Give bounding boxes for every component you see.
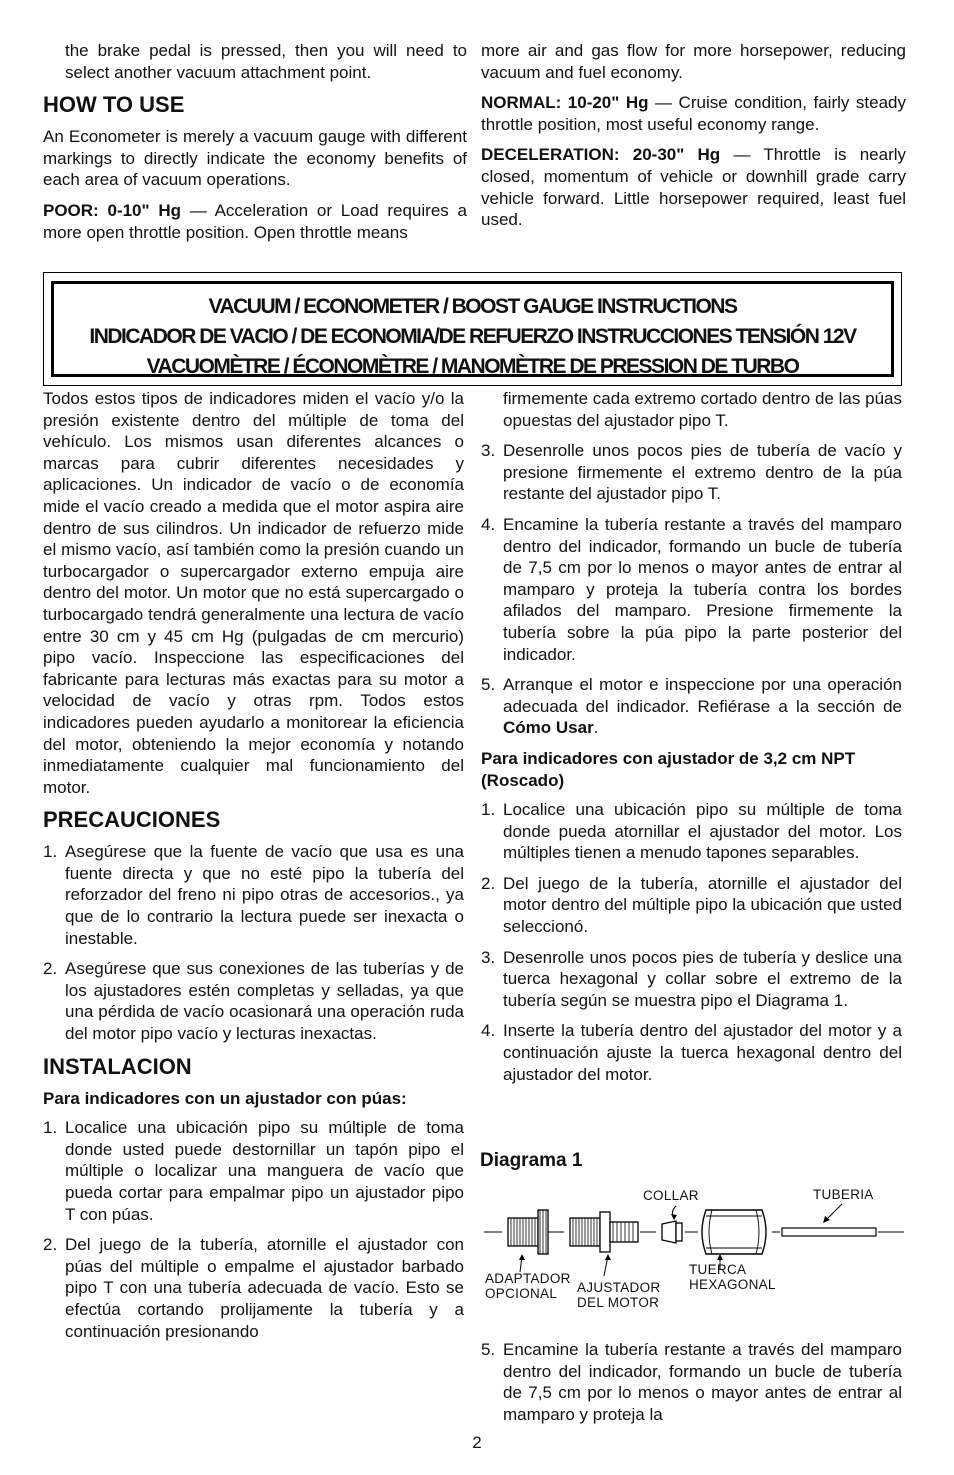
como-usar-reference: Cómo Usar bbox=[503, 718, 594, 738]
optional-adapter-label: ADAPTADOR OPCIONAL bbox=[485, 1271, 571, 1301]
item-number: 3. bbox=[481, 947, 496, 967]
list-item bbox=[481, 1020, 902, 1085]
list-item bbox=[481, 873, 902, 938]
right-column-bottom bbox=[481, 1339, 902, 1434]
npt-steps-list bbox=[481, 799, 902, 1085]
item-number: 1. bbox=[43, 1118, 58, 1138]
poor-text: — Acceleration or Load requires a more open throttle position. Open throttle means bbox=[43, 200, 467, 242]
deceleration-range-paragraph bbox=[481, 144, 906, 230]
item-number: 2. bbox=[481, 873, 496, 893]
list-item bbox=[481, 674, 902, 739]
continued-paragraph: the brake pedal is pressed, then you will need to select another vacuum attachment point. bbox=[65, 41, 467, 82]
top-right-column bbox=[481, 40, 906, 240]
continued-paragraph: more air and gas flow for more horsepower, reducing vacuum and fuel economy. bbox=[481, 41, 906, 82]
instalacion-heading: INSTALACION bbox=[43, 1053, 192, 1079]
normal-label: NORMAL: 10-20" Hg bbox=[481, 93, 649, 113]
item-text: Encamine la tubería restante a través del mamparo dentro del indicador, formando un bucle de tubería de 7,5 cm por lo menos o mayor antes de entrar al mamparo y proteja la bbox=[503, 1340, 902, 1424]
item-text: Del juego de la tubería, atornille el ajustador del motor dentro del múltiple pipo la ubicación que usted seleccionó. bbox=[503, 873, 902, 937]
title-line-english: VACUUM / ECONOMETER / BOOST GAUGE INSTRUCTIONS bbox=[208, 295, 737, 318]
item-number: 2. bbox=[43, 959, 58, 979]
tubing-part bbox=[782, 1228, 876, 1236]
item-text: Arranque el motor e inspeccione por una operación adecuada del indicador. Refiérase a la sección de bbox=[503, 675, 902, 716]
continued-paragraph: firmemente cada extremo cortado dentro de las púas opuestas del ajustador pipo T. bbox=[503, 389, 902, 430]
npt-steps-continued bbox=[481, 1339, 902, 1425]
item-text: Inserte la tubería dentro del ajustador del motor y a continuación ajuste la tuerca hexagonal dentro del ajustador del motor. bbox=[503, 1021, 902, 1084]
decel-label: DECELERATION: 20-30" Hg bbox=[481, 145, 721, 165]
decel-text: — Throttle is nearly closed, momentum of vehicle or downhill grade carry vehicle forward. Little horsepower required, least fuel used. bbox=[481, 145, 907, 230]
list-item bbox=[43, 841, 464, 949]
item-text: Asegúrese que la fuente de vacío que usa es una fuente directa y que no esté pipo la tubería del reforzador del freno ni pipo otras de accesorios., ya que de lo contrario la lectura puede ser inexacta o inestable. bbox=[65, 842, 464, 948]
engine-fitting-part bbox=[570, 1212, 638, 1252]
how-to-use-heading: HOW TO USE bbox=[43, 92, 185, 118]
spanish-intro: Todos estos tipos de indicadores miden el vacío y/o la presión existente dentro del múltiple de toma del vehículo. Los mismos usan diferentes alcances o marcas para cubrir diferentes necesidades y aplicaciones. Un indicador de vacío o de economía mide el vacío creado a medida que el motor aspira aire dentro de sus cilindros. Un indicador de refuerzo mide el mismo vacío, así también como la presión cuando un turbocargador o supercargador externo empuja aire dentro del motor. Un motor que no está supercargado o turbocargado tendrá generalmente una lectura de vacío entre 30 cm y 45 cm Hg (pulgadas de cm mercurio) pipo vacío. Inspeccione las especificaciones del fabricante para lecturas más exactas para su motor a velocidad de vacío y otras rpm. Todos estos indicadores pueden ayudarlo a monitorear la eficiencia del motor, obteniendo la mejor economía y notando inmediatamente cualquier mal funcionamiento del motor. bbox=[43, 389, 464, 797]
diagram-1 bbox=[480, 1150, 905, 1325]
item-number: 5. bbox=[481, 675, 496, 695]
item-text: Desenrolle unos pocos pies de tubería de vacío y presione firmemente el extremo dentro de la púa restante del ajustador pipo T. bbox=[503, 441, 902, 504]
list-item bbox=[481, 514, 902, 665]
puas-subheading: Para indicadores con un ajustador con púas: bbox=[43, 1088, 407, 1108]
econometer-intro: An Econometer is merely a vacuum gauge with different markings to directly indicate the economy benefits of each area of vacuum operations. bbox=[43, 127, 467, 190]
collar-part bbox=[662, 1221, 682, 1243]
item-number: 5. bbox=[481, 1340, 496, 1359]
precauciones-list bbox=[43, 841, 464, 1044]
engine-fitting-label: AJUSTADOR DEL MOTOR bbox=[577, 1280, 661, 1310]
item-number: 4. bbox=[481, 514, 496, 534]
item-text: Localice una ubicación pipo su múltiple de toma donde usted puede destornillar un tapón pipo el múltiple o localizar una manguera de vacío que pueda cortar para empalmar pipo un ajustador pipo T con púas. bbox=[65, 1118, 464, 1224]
list-item bbox=[43, 1117, 464, 1225]
item-number: 2. bbox=[43, 1235, 58, 1255]
tubing-label: TUBERIA bbox=[813, 1187, 874, 1202]
list-item bbox=[481, 799, 902, 864]
item-number: 3. bbox=[481, 441, 496, 461]
item-number: 1. bbox=[43, 842, 58, 862]
puas-steps-continued bbox=[481, 440, 902, 739]
page-number: 2 bbox=[472, 1433, 482, 1452]
item-number: 1. bbox=[481, 800, 496, 820]
npt-subheading: Para indicadores con ajustador de 3,2 cm NPT (Roscado) bbox=[481, 748, 856, 790]
poor-label: POOR: 0-10" Hg bbox=[43, 200, 181, 220]
precauciones-heading: PRECAUCIONES bbox=[43, 807, 221, 833]
top-left-column bbox=[43, 40, 467, 252]
item-number: 4. bbox=[481, 1021, 496, 1041]
item-text: Asegúrese que sus conexiones de las tuberías y de los ajustadores estén completas y selladas, ya que una pérdida de vacío ocasionará una operación ruda del motor pipo vacío y lecturas inexactas. bbox=[65, 959, 464, 1044]
item-text: Desenrolle unos pocos pies de tubería y deslice una tuerca hexagonal y collar sobre el extremo de la tubería según se muestra pipo el Diagrama 1. bbox=[503, 947, 902, 1010]
list-item bbox=[43, 958, 464, 1044]
normal-text: — Cruise condition, fairly steady throttle position, most useful economy range. bbox=[481, 93, 906, 134]
title-box bbox=[51, 281, 894, 377]
hex-nut-label: TUERCA HEXAGONAL bbox=[689, 1262, 776, 1292]
list-item bbox=[43, 1234, 464, 1342]
list-item bbox=[481, 947, 902, 1012]
list-item bbox=[481, 440, 902, 505]
right-column bbox=[481, 388, 902, 1094]
item-text-end: . bbox=[593, 718, 599, 738]
item-text: Localice una ubicación pipo su múltiple de toma donde pueda atornillar el ajustador del motor. Los múltiples tienen a menudo tapones separables. bbox=[503, 800, 902, 863]
optional-adapter-part bbox=[508, 1210, 548, 1254]
left-column bbox=[43, 388, 464, 1351]
collar-label: COLLAR bbox=[643, 1188, 699, 1203]
diagram-title: Diagrama 1 bbox=[480, 1150, 583, 1171]
puas-steps-list bbox=[43, 1117, 464, 1342]
item-text: Encamine la tubería restante a través del mamparo dentro del indicador, formando un bucle de tubería de 7,5 cm por lo menos o mayor antes de entrar al mamparo y proteja la tubería contra los bordes afilados del mamparo. Presione firmemente la tubería sobre la púa pipo la parte posterior del indicador. bbox=[503, 514, 902, 664]
poor-range-paragraph bbox=[43, 200, 467, 243]
normal-range-paragraph bbox=[481, 92, 906, 135]
item-text: Del juego de la tubería, atornille el ajustador con púas del múltiple o empalme el ajustador barbado pipo T con una tubería adecuada de vacío. Esto se efectúa cortando prolijamente la tubería y a continuación presionando bbox=[65, 1235, 464, 1341]
title-line-spanish: INDICADOR DE VACIO / DE ECONOMIA/DE REFUERZO INSTRUCCIONES TENSIÓN 12V bbox=[89, 325, 856, 348]
hex-nut-part bbox=[702, 1210, 766, 1254]
list-item bbox=[481, 1339, 902, 1425]
title-line-french: VACUOMÈTRE / ÉCONOMÈTRE / MANOMÈTRE DE PRESSION DE TURBO bbox=[146, 355, 799, 378]
